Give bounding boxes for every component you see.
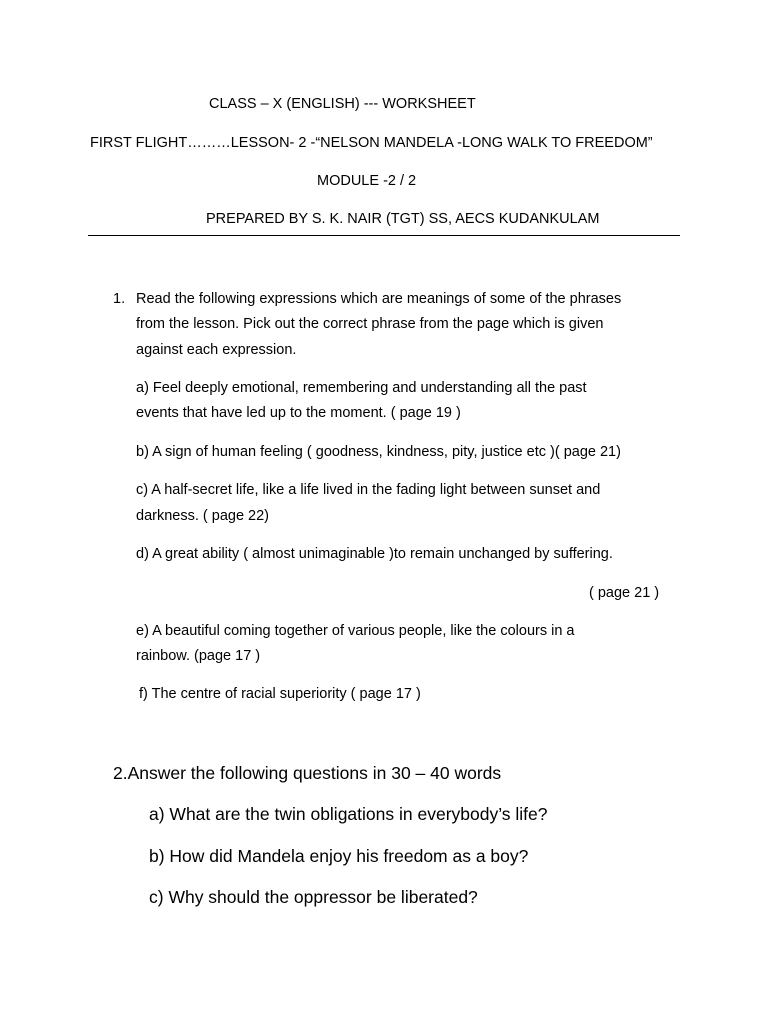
prepared-by: PREPARED BY S. K. NAIR (TGT) SS, AECS KUDANKULAM xyxy=(206,211,600,227)
question-1-item-c: darkness. ( page 22) xyxy=(136,508,269,524)
question-1-instruction-line: Read the following expressions which are meanings of some of the phrases xyxy=(136,291,622,307)
module-label: MODULE -2 / 2 xyxy=(317,173,417,189)
question-1-item-b: b) A sign of human feeling ( goodness, kindness, pity, justice etc )( page 21) xyxy=(136,444,621,460)
question-1-number: 1. xyxy=(113,291,126,307)
question-1-instruction-line: from the lesson. Pick out the correct phrase from the page which is given xyxy=(136,316,604,332)
question-1-item-a: a) Feel deeply emotional, remembering and understanding all the past xyxy=(136,380,587,396)
question-1-item-a: events that have led up to the moment. ( page 19 ) xyxy=(136,405,461,421)
question-1-item-d-page: ( page 21 ) xyxy=(589,585,660,601)
lesson-title: FIRST FLIGHT………LESSON- 2 -“NELSON MANDELA -LONG WALK TO FREEDOM” xyxy=(90,135,653,151)
question-2-item-c: c) Why should the oppressor be liberated? xyxy=(149,887,478,907)
question-1-item-c: c) A half-secret life, like a life lived in the fading light between sunset and xyxy=(136,482,601,498)
question-2-item-a: a) What are the twin obligations in everybody’s life? xyxy=(149,804,548,824)
question-1-item-e: rainbow. (page 17 ) xyxy=(136,648,261,664)
question-2-heading: 2.Answer the following questions in 30 – 40 words xyxy=(113,763,502,783)
question-1-item-e: e) A beautiful coming together of various people, like the colours in a xyxy=(136,623,575,639)
header-divider xyxy=(88,235,680,236)
question-2-item-b: b) How did Mandela enjoy his freedom as a boy? xyxy=(149,846,529,866)
worksheet-title: CLASS – X (ENGLISH) --- WORKSHEET xyxy=(209,96,476,112)
question-1-item-f: f) The centre of racial superiority ( page 17 ) xyxy=(139,686,421,702)
question-1-item-d: d) A great ability ( almost unimaginable )to remain unchanged by suffering. xyxy=(136,546,613,562)
question-1-instruction-line: against each expression. xyxy=(136,342,297,358)
